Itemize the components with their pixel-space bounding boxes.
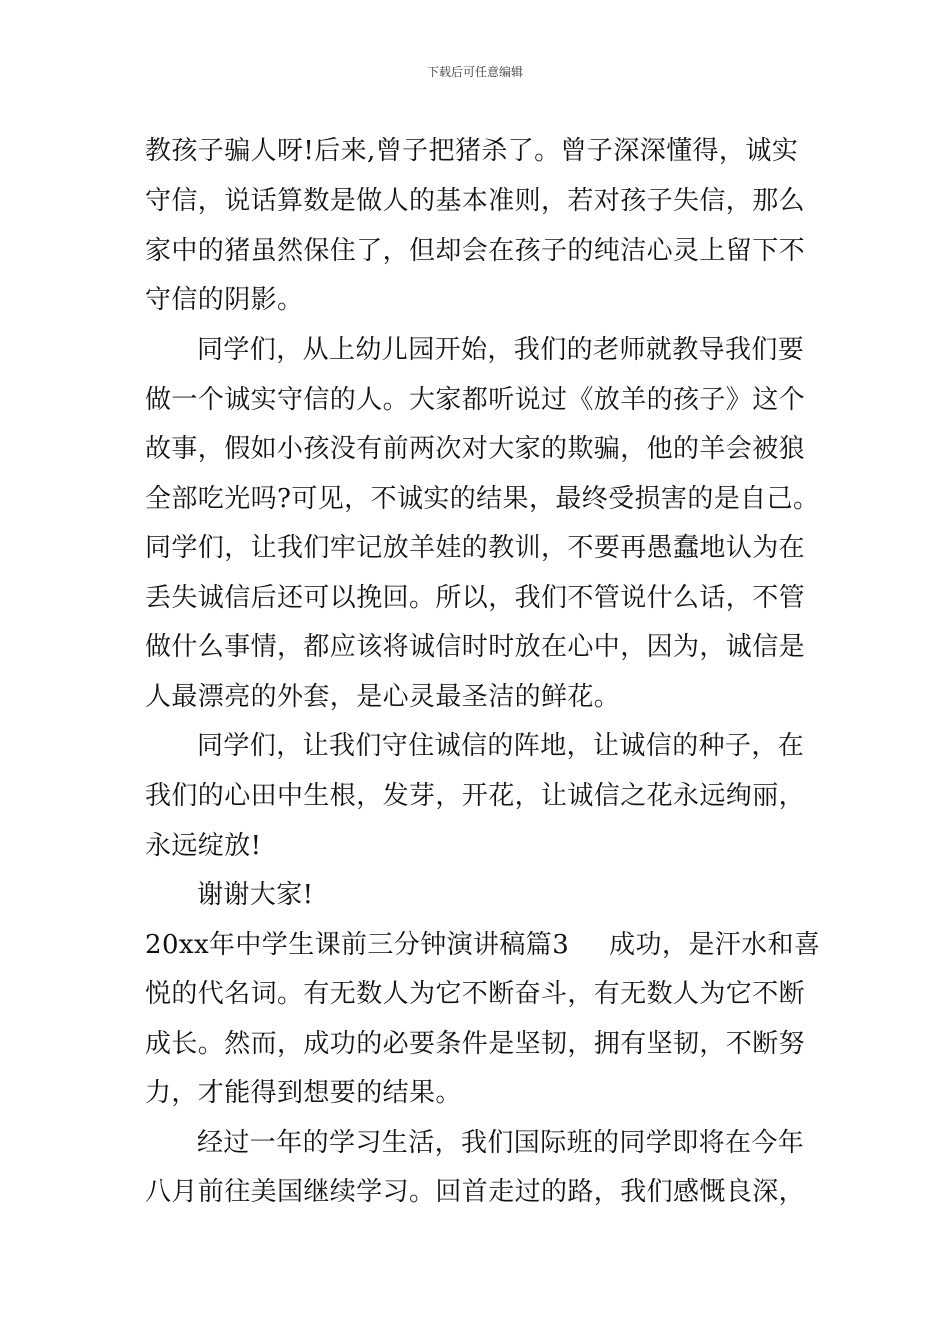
text-line: 教孩子骗人呀!后来,曾子把猪杀了。曾子深深懂得，诚实 (145, 136, 799, 166)
text-fragment: 成功，是汗水和喜 (609, 930, 821, 960)
text-line: 丢失诚信后还可以挽回。所以，我们不管说什么话，不管 (145, 583, 806, 613)
text-line: 经过一年的学习生活，我们国际班的同学即将在今年 (197, 1128, 805, 1158)
text-line: 人最漂亮的外套，是心灵最圣洁的鲜花。 (145, 682, 621, 712)
text-line: 永远绽放! (145, 831, 262, 861)
section-heading-line (145, 928, 820, 962)
text-line: 同学们，从上幼儿园开始，我们的老师就教导我们要 (197, 335, 805, 365)
text-line: 力，才能得到想要的结果。 (145, 1078, 462, 1108)
text-line: 守信的阴影。 (145, 285, 304, 315)
page-header: 下载后可任意编辑 (426, 65, 523, 79)
text-line: 家中的猪虽然保住了，但却会在孩子的纯洁心灵上留下不 (145, 236, 806, 266)
text-line: 守信，说话算数是做人的基本准则，若对孩子失信，那么 (145, 186, 806, 216)
section-heading: 20xx年中学生课前三分钟演讲稿篇3 (145, 930, 570, 960)
text-line: 做什么事情，都应该将诚信时时放在心中，因为，诚信是 (145, 632, 806, 662)
text-line: 我们的心田中生根，发芽，开花，让诚信之花永远绚丽， (145, 781, 806, 811)
text-line: 全部吃光吗?可见，不诚实的结果，最终受损害的是自己。 (145, 484, 820, 514)
text-line: 谢谢大家! (197, 880, 314, 910)
text-line: 成长。然而，成功的必要条件是坚韧，拥有坚韧，不断努 (145, 1029, 806, 1059)
text-line: 悦的代名词。有无数人为它不断奋斗，有无数人为它不断 (145, 979, 806, 1009)
text-line: 故事，假如小孩没有前两次对大家的欺骗，他的羊会被狼 (145, 434, 806, 464)
text-line: 同学们，让我们守住诚信的阵地，让诚信的种子，在 (197, 731, 805, 761)
text-line: 同学们，让我们牢记放羊娃的教训，不要再愚蠢地认为在 (145, 533, 806, 563)
text-line: 八月前往美国继续学习。回首走过的路，我们感慨良深， (145, 1177, 806, 1207)
text-line: 做一个诚实守信的人。大家都听说过《放羊的孩子》这个 (145, 385, 806, 415)
